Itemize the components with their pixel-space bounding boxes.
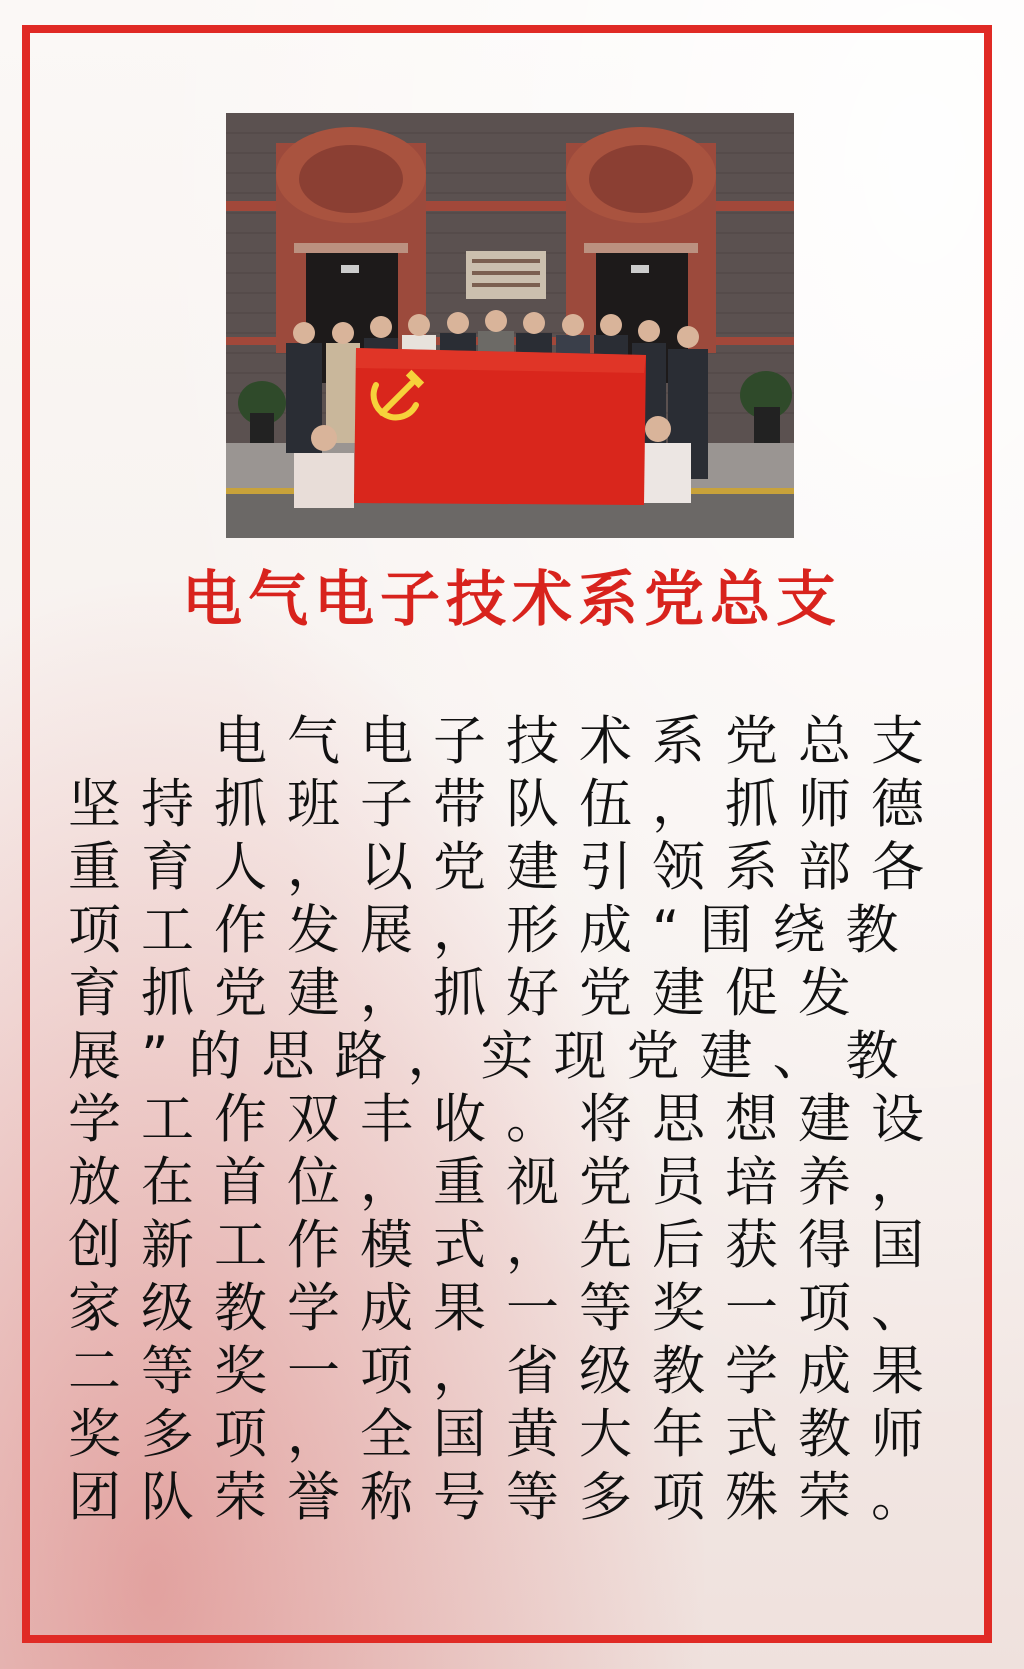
group-photo	[226, 113, 794, 538]
page-title: 电气电子技术系党总支	[182, 565, 842, 635]
body-paragraph: 电气电子技术系党总支坚持抓班子带队伍，抓师德重育人，以党建引领系部各项工作发展，形成“围绕教育抓党建，抓好党建促发展”的思路，实现党建、教学工作双丰收。将思想建设放在首位，重视党员培养，创新工作模式，先后获得国家级教学成果一等奖一项、二等奖一项，省级教学成果奖多项，全国黄大年式教师团队荣誉称号等多项殊荣。	[68, 711, 944, 1528]
